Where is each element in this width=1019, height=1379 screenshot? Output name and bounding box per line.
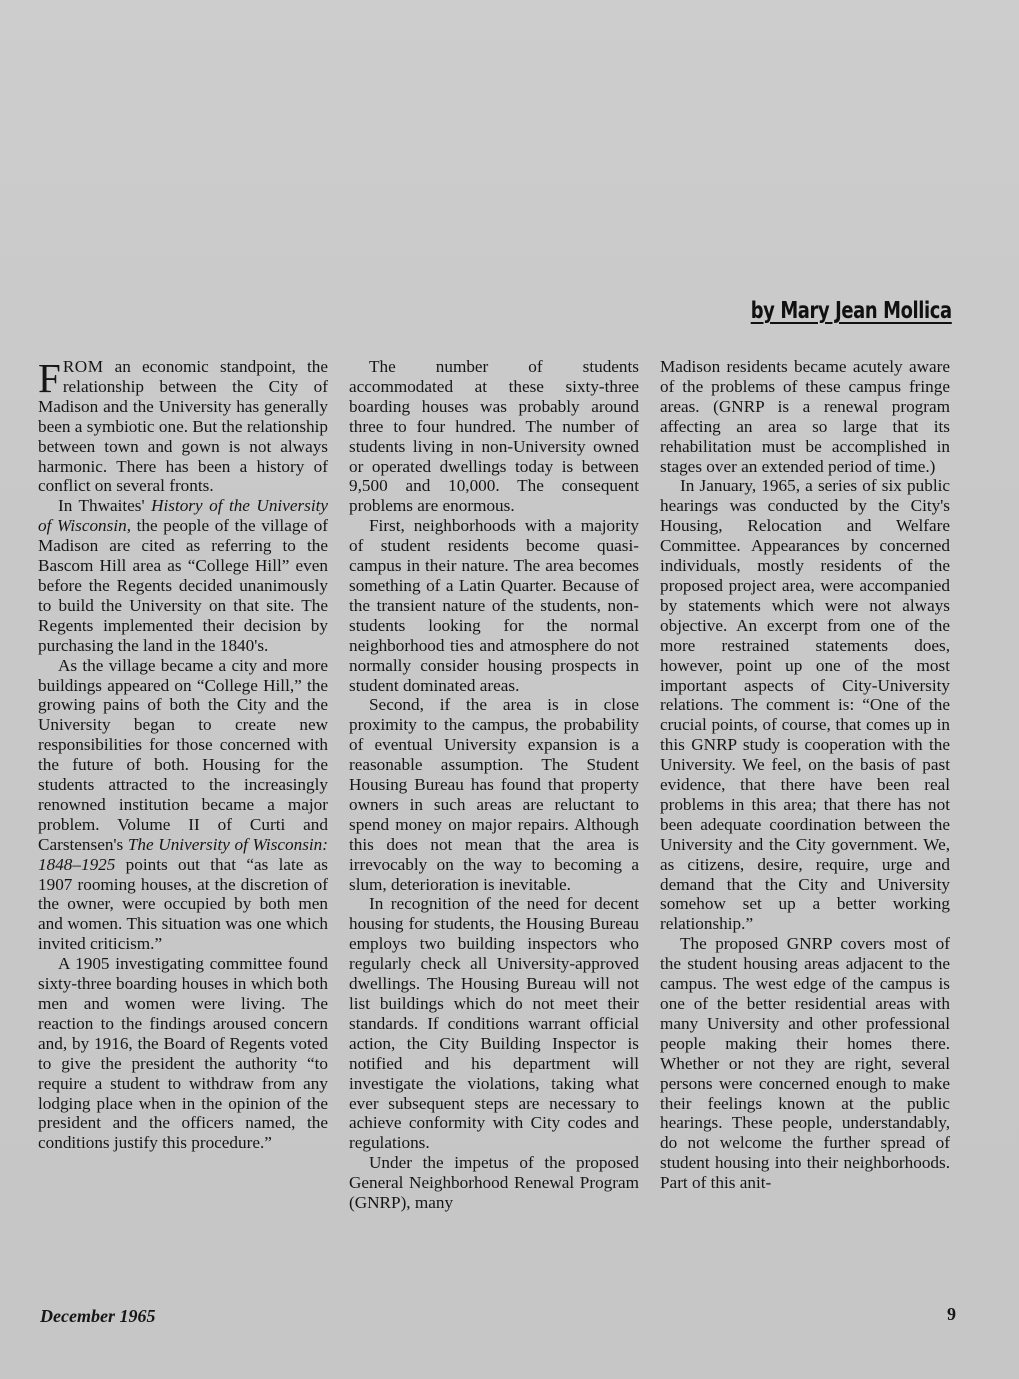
paragraph: In recognition of the need for decent housing for students, the Housing Bureau employs two building inspectors who regularly check all University-approved dwellings. The Housing Bureau will not list buildings which do not meet their standards. If conditions warrant official action, the City Building Inspector is notified and his department will investigate the violations, taking what ever subsequent steps are necessary to achieve conformity with City codes and regulations. [349,894,639,1153]
book-title: History of the University of Wisconsin, [38,496,329,536]
author-byline: by Mary Jean Mollica [750,298,952,324]
paragraph-text: As the village became a city and more buildings appeared on “College Hill,” the growing pains of both the City and the University began to create new responsibilities for those concerned with the future of both. Housing for the students attracted to the increasingly renowned institution became a major problem. Volume II of Curti and Carstensen's [38,655,328,854]
article-column-1 [38,357,328,1153]
paragraph-text: the people of the village of Madison are cited as referring to the Bascom Hill area as “College Hill” even before the Regents decided unanimously to build the University on that site. The Regents implemented their decision by purchasing the land in the 1840's. [38,516,329,655]
book-title: The University of Wisconsin: 1848–1925 [38,834,328,874]
paragraph: Under the impetus of the proposed General Neighborhood Renewal Program (GNRP), many [349,1153,639,1213]
paragraph: The number of students accommodated at these sixty-three boarding houses was probably around three to four hundred. The number of students living in non-University owned or operated dwellings today is between 9,500 and 10,000. The consequent problems are enormous. [349,357,639,516]
paragraph-text: points out that “as late as 1907 rooming houses, at the discretion of the owner, were occupied by both men and women. This situation was one which invited criticism.” [38,854,328,954]
paragraph: The proposed GNRP covers most of the student housing areas adjacent to the campus. The west edge of the campus is one of the better residential areas with many University and other professional people making their homes there. Whether or not they are right, several persons were concerned enough to make their feelings known at the public hearings. These people, understandably, do not welcome the further spread of student housing into their neighborhoods. Part of this anit- [660,934,950,1193]
paragraph: In January, 1965, a series of six public hearings was conducted by the City's Housing, Relocation and Welfare Committee. Appearances by concerned individuals, mostly residents of the proposed project area, were accompanied by statements which were not always objective. An excerpt from one of the more restrained statements does, however, point up one of the most important aspects of City-University relations. The comment is: “One of the crucial points, of course, that comes up in this GNRP study is cooperation with the University. We feel, on the basis of past evidence, that there have been real problems in this area; that there has not been adequate coordination between the University and the City government. We, as citizens, desire, require, urge and demand that the City and University somehow set up a better working relationship.” [660,476,950,934]
paragraph-text: an economic standpoint, the relationship between the City of Madison and the University has generally been a symbiotic one. But the relationship between town and gown is not always harmonic. There has been a history of conflict on several fronts. [38,357,328,496]
issue-date: December 1965 [40,1306,156,1326]
article-column-3 [660,357,950,1193]
paragraph [38,496,328,655]
paragraph: Second, if the area is in close proximity to the campus, the probability of eventual University expansion is a reasonable assumption. The Student Housing Bureau has found that property owners in such areas are reluctant to spend money on major repairs. Although this does not mean that the area is irrevocably on the way to becoming a slum, deterioration is inevitable. [349,695,639,894]
lead-word: ROM [62,357,104,376]
paragraph [38,656,328,955]
paragraph-text: In Thwaites' [58,496,152,516]
page-number: 9 [947,1304,956,1324]
article-column-2 [349,357,639,1213]
drop-cap: F [38,355,61,401]
paragraph: A 1905 investigating committee found sixty-three boarding houses in which both men and women were living. The reaction to the findings aroused concern and, by 1916, the Board of Regents voted to give the president the authority “to require a student to withdraw from any lodging place when in the opinion of the president and the officers named, the conditions justify this procedure.” [38,954,328,1153]
paragraph: Madison residents became acutely aware of the problems of these campus fringe areas. (GNRP is a renewal program affecting an area so large that its rehabilitation must be accomplished in stages over an extended period of time.) [660,357,950,476]
paragraph: First, neighborhoods with a majority of student residents become quasi-campus in their nature. The area becomes something of a Latin Quarter. Because of the transient nature of the students, non-students looking for the normal neighborhood ties and atmosphere do not normally consider housing prospects in student dominated areas. [349,516,639,695]
paragraph [38,357,328,496]
